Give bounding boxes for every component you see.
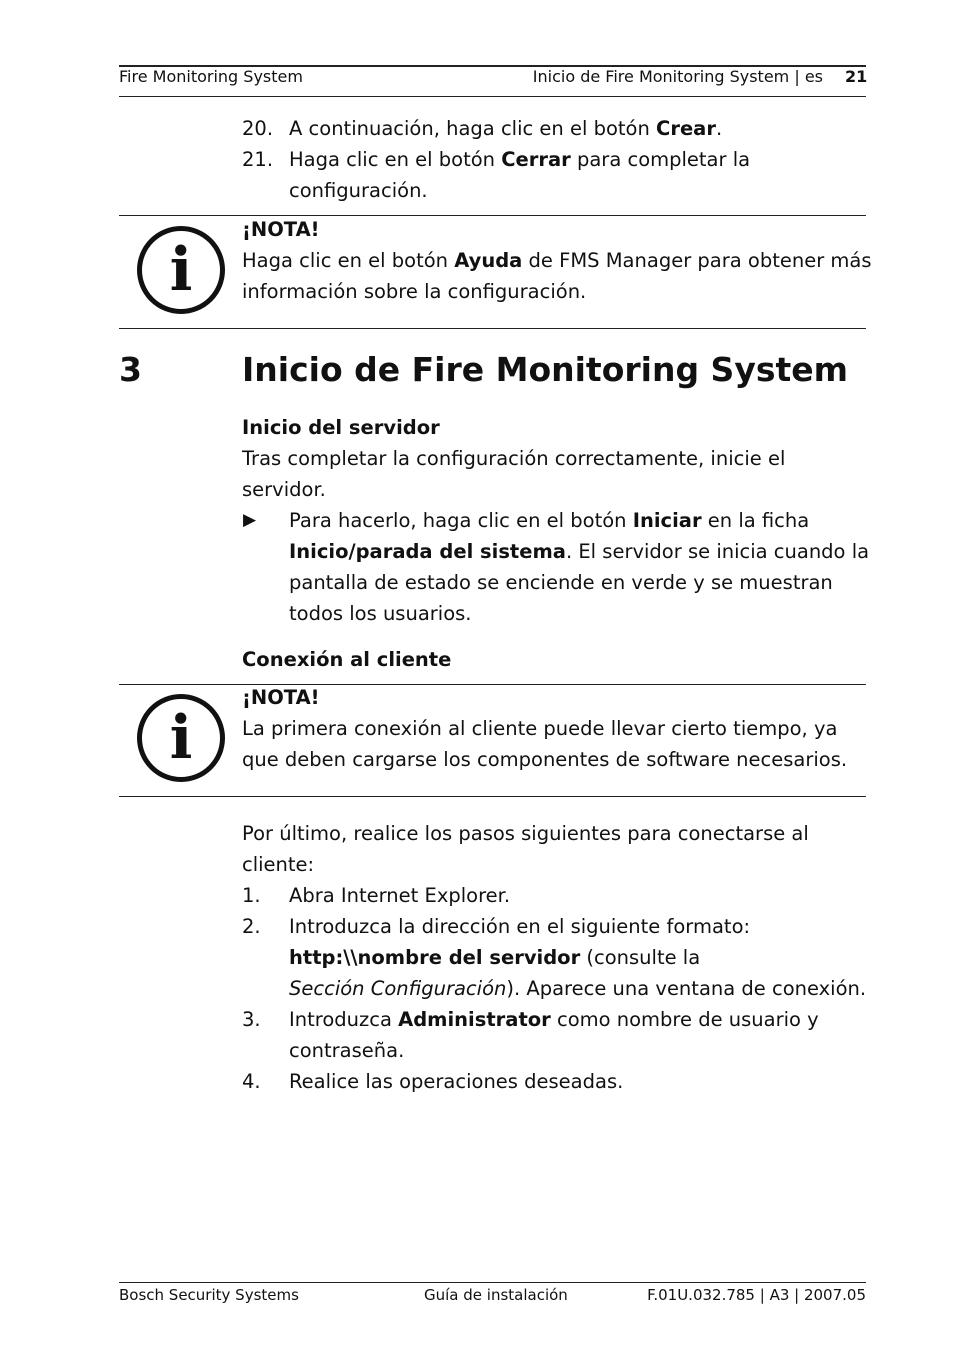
footer-left: Bosch Security Systems xyxy=(119,1286,299,1304)
info-icon: i xyxy=(137,226,225,314)
step-text xyxy=(289,1004,819,1035)
note2-title: ¡NOTA! xyxy=(242,686,320,709)
header-left: Fire Monitoring System xyxy=(119,67,303,86)
note1-title: ¡NOTA! xyxy=(242,218,320,241)
header-bottom-rule xyxy=(119,96,866,97)
note1-line2: información sobre la configuración. xyxy=(242,280,587,303)
step-text-post: (consulte la xyxy=(580,946,701,969)
step-text: Abra Internet Explorer. xyxy=(289,884,511,907)
section-reference: Sección Configuración xyxy=(289,977,507,1000)
step-text-bold: Cerrar xyxy=(501,148,571,171)
section-number: 3 xyxy=(119,350,142,389)
info-icon: i xyxy=(137,694,225,782)
step-text-continuation: configuración. xyxy=(289,179,428,202)
step-text-continuation xyxy=(289,973,866,1004)
step-text-post: para completar la xyxy=(570,148,751,171)
step-number: 20. xyxy=(242,117,274,140)
step-number: 4. xyxy=(242,1070,261,1093)
bullet-line1-bold: Iniciar xyxy=(632,509,702,532)
note2-line2: que deben cargarse los componentes de software necesarios. xyxy=(242,748,848,771)
note1-line1-post: de FMS Manager para obtener más xyxy=(522,249,872,272)
final-line1: Por último, realice los pasos siguientes para conectarse al xyxy=(242,822,809,845)
header-section: Inicio de Fire Monitoring System | es xyxy=(532,67,823,86)
bullet-line2 xyxy=(289,536,869,567)
step-text-continuation xyxy=(289,942,700,973)
bullet-line1-pre: Para hacerlo, haga clic en el botón xyxy=(289,509,633,532)
note2-top-rule xyxy=(119,684,866,685)
bullet-triangle-icon: ▶ xyxy=(243,510,257,530)
bullet-line2-bold: Inicio/parada del sistema xyxy=(289,540,566,563)
step-text: Realice las operaciones deseadas. xyxy=(289,1070,624,1093)
bullet-line4: todos los usuarios. xyxy=(289,602,472,625)
step-number: 21. xyxy=(242,148,274,171)
bullet-line3: pantalla de estado se enciende en verde y se muestran xyxy=(289,571,833,594)
note2-line1: La primera conexión al cliente puede llevar cierto tiempo, ya xyxy=(242,717,838,740)
note1-top-rule xyxy=(119,215,866,216)
step-text-bold: Crear xyxy=(656,117,716,140)
step-text-post: como nombre de usuario y xyxy=(550,1008,819,1031)
note2-bottom-rule xyxy=(119,796,866,797)
step-text-continuation: contraseña. xyxy=(289,1039,405,1062)
footer-right: F.01U.032.785 | A3 | 2007.05 xyxy=(647,1286,866,1304)
footer-center: Guía de instalación xyxy=(424,1286,568,1304)
note1-line1 xyxy=(242,245,872,276)
server-line1: Tras completar la configuración correctamente, inicie el xyxy=(242,447,786,470)
note1-bottom-rule xyxy=(119,328,866,329)
step-text-pre: A continuación, haga clic en el botón xyxy=(289,117,657,140)
client-heading: Conexión al cliente xyxy=(242,648,452,671)
step-text-bold: Administrator xyxy=(398,1008,551,1031)
header-right xyxy=(533,67,823,86)
page-number: 21 xyxy=(845,67,868,86)
section-title: Inicio de Fire Monitoring System xyxy=(242,350,849,389)
bullet-line1-post: en la ficha xyxy=(701,509,810,532)
note1-line1-bold: Ayuda xyxy=(454,249,523,272)
bullet-line2-post: . El servidor se inicia cuando la xyxy=(565,540,870,563)
step-number: 1. xyxy=(242,884,261,907)
step-text xyxy=(289,113,722,144)
final-line2: cliente: xyxy=(242,853,315,876)
step-text-post: . xyxy=(715,117,723,140)
step-text-post: ). Aparece una ventana de conexión. xyxy=(506,977,867,1000)
bullet-line1 xyxy=(289,505,809,536)
footer-rule xyxy=(119,1282,866,1283)
step-number: 3. xyxy=(242,1008,261,1031)
server-heading: Inicio del servidor xyxy=(242,416,440,439)
step-text xyxy=(289,144,750,175)
note1-line1-pre: Haga clic en el botón xyxy=(242,249,455,272)
server-url: http:\\nombre del servidor xyxy=(289,946,581,969)
step-number: 2. xyxy=(242,915,261,938)
step-text-pre: Introduzca xyxy=(289,1008,399,1031)
step-text-pre: Haga clic en el botón xyxy=(289,148,502,171)
server-line2: servidor. xyxy=(242,478,326,501)
step-text: Introduzca la dirección en el siguiente formato: xyxy=(289,915,751,938)
